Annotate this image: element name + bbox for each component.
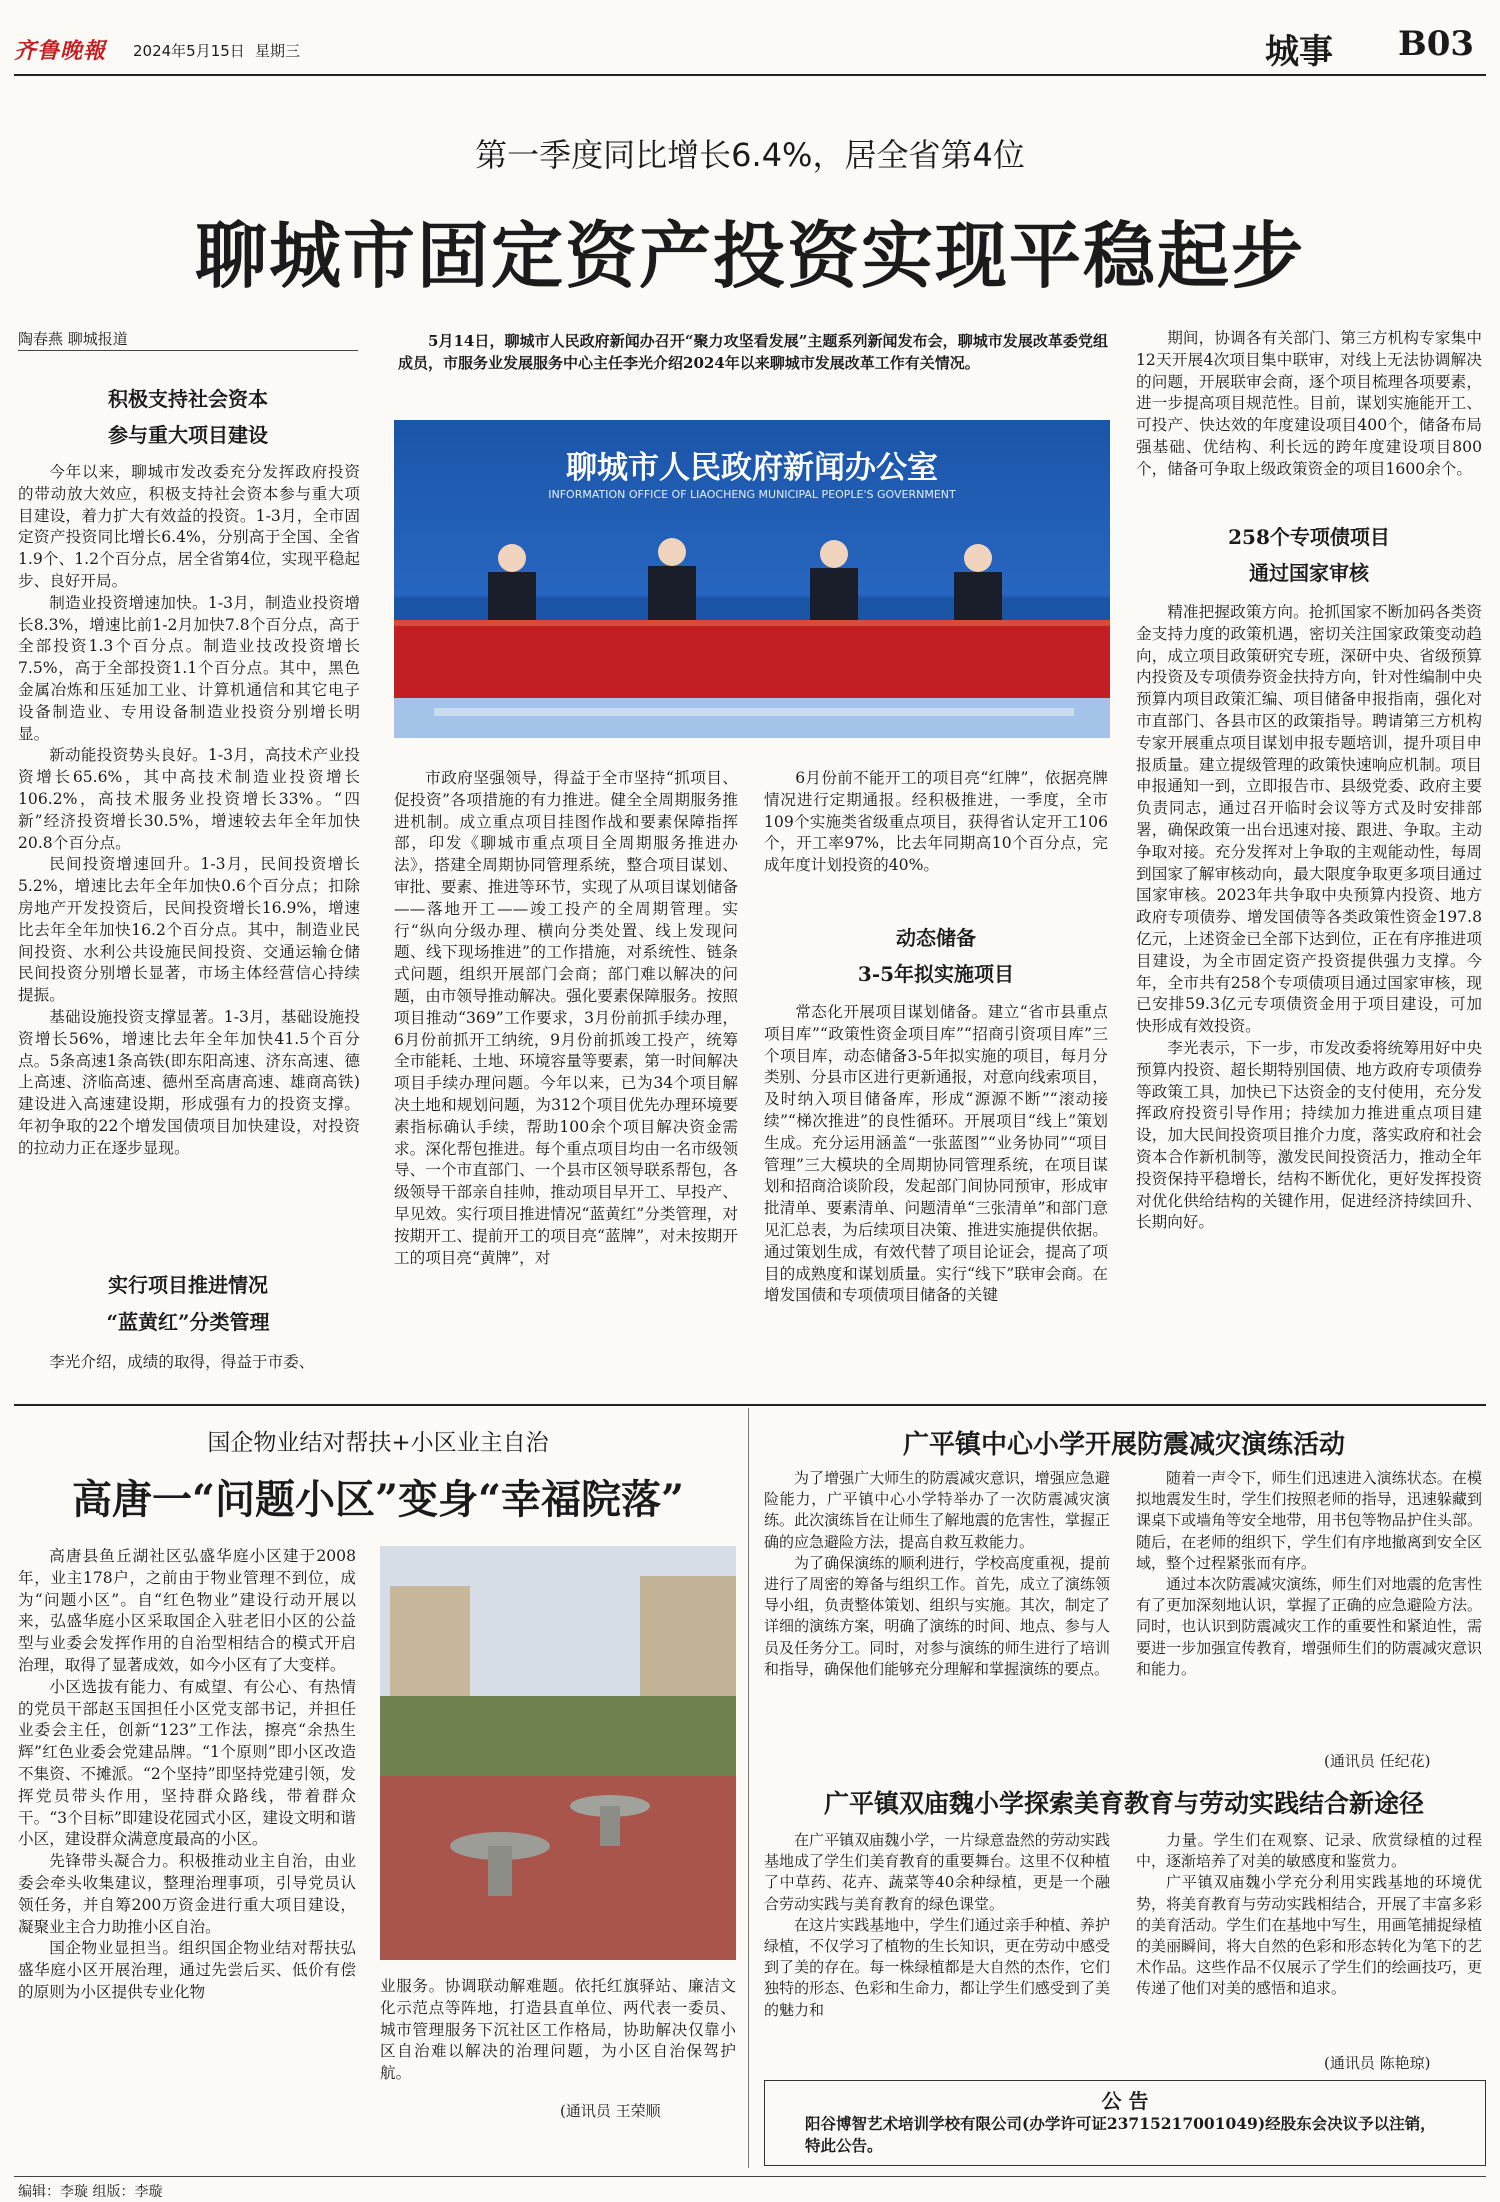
paragraph: 新动能投资势头良好。1-3月，高技术产业投资增长65.6%，其中高技术制造业投资增长106.2%，高技术服务业投资增长33%。“四新”经济投资增长30.5%，增速较去年全年加快20.8个百分点。 bbox=[18, 746, 360, 852]
story2-col2: 业服务。协调联动解难题。依托红旗驿站、廉洁文化示范点等阵地，打造县直单位、两代表一委员、城市管理服务下沉社区工作格局，协助解决仅靠小区自治难以解决的治理问题，为小区自治保驾护航。 bbox=[380, 1977, 736, 2083]
lead-col3-para2: 常态化开展项目谋划储备。建立“省市县重点项目库”“政策性资金项目库”“招商引资项目库”三个项目库，动态储备3-5年拟实施的项目，每月分类别、分县市区进行更新通报，对意向线索项目，及时纳入项目储备库，形成“源源不断”“滚动接续”“梯次推进”的良性循环。开展项目“线上”策划生成。充分运用涵盖“一张蓝图”“业务协同”“项目管理”三大模块的全周期协同管理系统，在项目谋划和招商洽谈阶段，发起部门间协同预审，形成审批清单、要素清单、问题清单“三张清单”和部门意见汇总表，为后续项目决策、推进实施提供依据。通过策划生成，有效代替了项目论证会，提高了项目的成熟度和谋划质量。实行“线下”联审会商。在增发国债和专项债项目储备的关键 bbox=[764, 1003, 1108, 1305]
paragraph: 在广平镇双庙魏小学，一片绿意盎然的劳动实践基地成了学生们美育教育的重要舞台。这里不仅种植了中草药、花卉、蔬菜等40余种绿植，更是一个融合劳动实践与美育教育的绿色课堂。 bbox=[764, 1831, 1110, 1913]
footer-rule bbox=[14, 2176, 1486, 2177]
issue-date: 2024年5月15日 bbox=[133, 42, 245, 60]
byline-rule bbox=[18, 350, 358, 351]
paragraph: 精准把握政策方向。抢抓国家不断加码各类资金支持力度的政策机遇，密切关注国家政策变动趋向，成立项目政策研究专班，深研中央、省级预算内投资及专项债券资金扶持方向，针对性编制中央预算内项目政策汇编、项目储备申报指南，强化对市直部门、各县市区的政策指导。聘请第三方机构专家开展重点项目谋划申报专题培训，提升项目申报质量。建立提级管理的政策快速响应机制。项目申报通知一到，立即报告市、县级党委、政府主要负责同志，通过召开临时会议等方式及时安排部署，确保政策一出台迅速对接、跟进、争取。主动争取对接。充分发挥对上争取的主观能动性，每周到国家了解审核动向，最大限度争取更多项目通过国家审核。2023年共争取中央预算内投资、地方政府专项债券、增发国债等各类政策性资金197.8亿元，上述资金已全部下达到位，正在有序推进项目建设，为全市固定资产投资提供强力支撑。今年，全市共有258个专项债项目通过国家审核，现已安排59.3亿元专项债资金用于项目建设，可加快形成有效投资。 bbox=[1136, 603, 1482, 1036]
story4-credit: (通讯员 陈艳琼) bbox=[1324, 2054, 1431, 2072]
story4-headline: 广平镇双庙魏小学探索美育教育与劳动实践结合新途径 bbox=[823, 1789, 1424, 1818]
courtyard-photo bbox=[380, 1546, 736, 1960]
lead-subhead-4a: 258个专项债项目 bbox=[1228, 525, 1390, 549]
story3-credit: (通讯员 任纪花) bbox=[1324, 1752, 1431, 1770]
paragraph: 力量。学生们在观察、记录、欣赏绿植的过程中，逐渐培养了对美的敏感度和鉴赏力。 bbox=[1136, 1831, 1482, 1871]
notice-text: 阳谷博智艺术培训学校有限公司(办学许可证23715217001049)经股东会决议予以注销，特此公告。 bbox=[805, 2114, 1436, 2155]
paragraph: 为了增强广大师生的防震减灾意识，增强应急避险能力，广平镇中心小学特举办了一次防震减灾演练。此次演练旨在让师生了解地震的危害性，掌握正确的应急避险方法，提高自救互救能力。 bbox=[764, 1469, 1110, 1551]
section-name: 城事 bbox=[1265, 32, 1333, 72]
story2-kicker: 国企物业结对帮扶+小区业主自治 bbox=[207, 1430, 549, 1456]
lead-subhead-1b: 参与重大项目建设 bbox=[108, 423, 268, 447]
lead-subhead-3b: 3-5年拟实施项目 bbox=[857, 962, 1015, 986]
lead-col4-text bbox=[1136, 602, 1482, 1234]
paragraph: 民间投资增速回升。1-3月，民间投资增长5.2%，增速比去年全年加快0.6个百分点；扣除房地产开发投资后，民间投资增长16.9%，增速比去年全年加快16.2个百分点。其中，制造业民间投资、水利公共设施民间投资、交通运输仓储民间投资分别增长显著，市场主体经营信心持续提振。 bbox=[18, 855, 360, 1005]
header-rule bbox=[14, 74, 1486, 76]
paragraph: 今年以来，聊城市发改委充分发挥政府投资的带动放大效应，积极支持社会资本参与重大项目建设，着力扩大有效益的投资。1-3月，全市固定资产投资同比增长6.4%，分别高于全国、全省1.9个、1.2个百分点，居全省第4位，实现平稳起步、良好开局。 bbox=[18, 463, 360, 590]
paragraph: 先锋带头凝合力。积极推动业主自治，由业委会牵头收集建议，整理治理事项，引导党员认领任务，并自筹200万资金进行重大项目建设，凝聚业主合力助推小区自治。 bbox=[18, 1852, 356, 1936]
paragraph: 在这片实践基地中，学生们通过亲手种植、养护绿植，不仅学习了植物的生长知识，更在劳动中感受到了美的存在。每一株绿植都是大自然的杰作，它们独特的形态、色彩和生命力，都让学生们感受到了美的魅力和 bbox=[764, 1915, 1110, 2019]
paragraph: 制造业投资增速加快。1-3月，制造业投资增长8.3%，增速比前1-2月加快7.8个百分点，高于全部投资1.3个百分点。制造业技改投资增长7.5%，高于全部投资1.1个百分点。其中，黑色金属冶炼和压延加工业、计算机通信和其它电子设备制造业、专用设备制造业投资分别增长明显。 bbox=[18, 593, 360, 743]
story3-col1 bbox=[764, 1468, 1110, 1680]
lead-headline: 聊城市固定资产投资实现平稳起步 bbox=[194, 213, 1305, 298]
paragraph: 通过本次防震减灾演练，师生们对地震的危害性有了更加深刻地认识，掌握了正确的应急避险方法。同时，也认识到防震减灾工作的重要性和紧迫性，需要进一步加强宣传教育，增强师生们的防震减灾意识和能力。 bbox=[1136, 1575, 1482, 1678]
lead-subhead-1a: 积极支持社会资本 bbox=[108, 387, 268, 411]
paragraph: 随着一声令下，师生们迅速进入演练状态。在模拟地震发生时，学生们按照老师的指导，迅速躲藏到课桌下或墙角等安全地带，用书包等物品护住头部。随后，在老师的组织下，学生们有序地撤离到安全区域，整个过程紧张而有序。 bbox=[1136, 1469, 1482, 1572]
press-conference-photo bbox=[394, 420, 1110, 738]
photo-banner-cn: 聊城市人民政府新闻办公室 bbox=[566, 450, 938, 486]
story3-headline: 广平镇中心小学开展防震减灾演练活动 bbox=[902, 1430, 1345, 1460]
photo-banner-en: INFORMATION OFFICE OF LIAOCHENG MUNICIPAL PEOPLE'S GOVERNMENT bbox=[548, 488, 956, 501]
paragraph: 李光表示，下一步，市发改委将统筹用好中央预算内投资、超长期特别国债、地方政府专项债券等政策工具，加快已下达资金的支付使用，充分发挥政府投资引导作用；持续加力推进重点项目建设，加大民间投资项目推介力度，落实政府和社会资本合作新机制等，激发民间投资活力，推动全年投资保持平稳增长，结构不断优化，更好发挥投资对优化供给结构的关键作用，促进经济持续回升、长期向好。 bbox=[1136, 1038, 1482, 1232]
paragraph: 高唐县鱼丘湖社区弘盛华庭小区建于2008年，业主178户，之前由于物业管理不到位，成为“问题小区”。自“红色物业”建设行动开展以来，弘盛华庭小区采取国企入驻老旧小区的公益型与业委会发挥作用的自治型相结合的模式开启治理，取得了显著成效，如今小区有了大变样。 bbox=[18, 1547, 356, 1674]
lead-byline: 陶春燕 聊城报道 bbox=[18, 330, 128, 348]
lead-col3-para1: 6月份前不能开工的项目亮“红牌”，依据亮牌情况进行定期通报。经积极推进，一季度，全市109个实施类省级重点项目，获得省认定开工106个，开工率97%，比去年同期高10个百分点，完成年度计划投资的40%。 bbox=[764, 769, 1108, 875]
story2-col1 bbox=[18, 1546, 356, 2004]
paragraph: 为了确保演练的顺利进行，学校高度重视，提前进行了周密的筹备与组织工作。首先，成立了演练领导小组，负责整体策划、组织与实施。其次，制定了详细的演练方案，明确了演练的时间、地点、参与人员及任务分工。同时，对参与演练的师生进行了培训和指导，确保他们能够充分理解和掌握演练的要点。 bbox=[764, 1553, 1110, 1678]
lead-col1-tail: 李光介绍，成绩的取得，得益于市委、 bbox=[49, 1353, 315, 1371]
masthead-logo: 齐鲁晚報 bbox=[14, 38, 107, 64]
lead-kicker: 第一季度同比增长6.4%，居全省第4位 bbox=[475, 136, 1025, 174]
lead-subhead-3a: 动态储备 bbox=[896, 926, 976, 950]
paragraph: 小区选拔有能力、有威望、有公心、有热情的党员干部赵玉国担任小区党支部书记，并担任业委会主任，创新“123”工作法，擦亮“余热生辉”红色业委会党建品牌。“1个原则”即小区改造不集资、不摊派。“2个坚持”即坚持党建引领，发挥党员带头作用，坚持群众路线，带着群众干。“3个目标”即建设花园式小区，建设文明和谐小区，建设群众满意度最高的小区。 bbox=[18, 1677, 356, 1849]
story4-col2 bbox=[1136, 1830, 1482, 2000]
issue-weekday: 星期三 bbox=[255, 42, 301, 60]
story2-credit: (通讯员 王荣顺 bbox=[560, 2102, 661, 2120]
public-notice bbox=[764, 2080, 1486, 2166]
page-code: B03 bbox=[1398, 24, 1475, 64]
paragraph: 广平镇双庙魏小学充分利用实践基地的环境优势，将美育教育与劳动实践相结合，开展了丰富多彩的美育活动。学生们在基地中写生，用画笔捕捉绿植的美丽瞬间，将大自然的色彩和形态转化为笔下的艺术作品。这些作品不仅展示了学生们的绘画技巧，更传递了他们对美的感悟和追求。 bbox=[1136, 1873, 1482, 1998]
story3-col2 bbox=[1136, 1468, 1482, 1680]
story4-col1 bbox=[764, 1830, 1110, 2021]
paragraph: 国企物业显担当。组织国企物业结对帮扶弘盛华庭小区开展治理，通过先尝后买、低价有偿的原则为小区提供专业化物 bbox=[18, 1939, 356, 2001]
column-divider bbox=[748, 1408, 749, 2168]
lead-subhead-2b: “蓝黄红”分类管理 bbox=[106, 1310, 270, 1334]
paragraph: 基础设施投资支撑显著。1-3月，基础设施投资增长56%，增速比去年全年加快41.5个百分点。5条高速1条高铁(即东阳高速、济东高速、德上高速、济临高速、德州至高唐高速、雄商高铁)建设进入高速建设期，形成强有力的投资支撑。年初争取的22个增发国债项目加快建设，对投资的拉动力正在逐步显现。 bbox=[18, 1007, 360, 1157]
photo-scene bbox=[394, 420, 1110, 738]
lead-intro: 5月14日，聊城市人民政府新闻办召开“聚力攻坚看发展”主题系列新闻发布会，聊城市发展改革委党组成员，市服务业发展服务中心主任李光介绍2024年以来聊城市发展改革工作有关情况。 bbox=[398, 332, 1108, 372]
lead-col1-text bbox=[18, 462, 360, 1160]
section-rule bbox=[14, 1404, 1486, 1406]
footer-editor: 编辑：李璇 组版：李璇 bbox=[18, 2184, 163, 2200]
courtyard-scene bbox=[380, 1546, 736, 1960]
lead-col4-para1: 期间，协调各有关部门、第三方机构专家集中12天开展4次项目集中联审，对线上无法协调解决的问题，开展联审会商，逐个项目梳理各项要素，进一步提高项目规范性。目前，谋划实施能开工、可投产、快达效的年度建设项目400个，储备布局强基础、优结构、利长远的跨年度建设项目800个，储备可争取上级政策资金的项目1600余个。 bbox=[1136, 329, 1482, 478]
lead-subhead-4b: 通过国家审核 bbox=[1249, 561, 1369, 585]
lead-col2-text: 市政府坚强领导，得益于全市坚持“抓项目、促投资”各项措施的有力推进。健全全周期服务推进机制。成立重点项目挂图作战和要素保障指挥部，印发《聊城市重点项目全周期服务推进办法》，搭建全周期协同管理系统，整合项目谋划、审批、要素、推进等环节，实现了从项目谋划储备——落地开工——竣工投产的全周期管理。实行“纵向分级办理、横向分类处置、线上发现问题、线下现场推进”的工作措施，对系统性、链条式问题，组织开展部门会商；部门难以解决的问题，由市领导推动解决。强化要素保障服务。按照项目推动“369”工作要求，3月份前抓手续办理，6月份前抓开工纳统，9月份前抓竣工投产，统筹全市能耗、土地、环境容量等要素，第一时间解决项目手续办理问题。今年以来，已为34个项目解决土地和规划问题，为312个项目优先办理环境要素指标确认手续，帮助100余个项目解决资金需求。深化帮包推进。每个重点项目均由一名市级领导、一个市直部门、一个县市区领导联系帮包，各级领导干部亲自挂帅，推动项目早开工、早投产、早见效。实行项目推进情况“蓝黄红”分类管理，对按期开工、提前开工的项目亮“蓝牌”，对未按期开工的项目亮“黄牌”，对 bbox=[394, 769, 738, 1267]
lead-subhead-2a: 实行项目推进情况 bbox=[108, 1273, 268, 1297]
story2-headline: 高唐一“问题小区”变身“幸福院落” bbox=[71, 1476, 685, 1523]
notice-title: 公 告 bbox=[1101, 2089, 1149, 2113]
